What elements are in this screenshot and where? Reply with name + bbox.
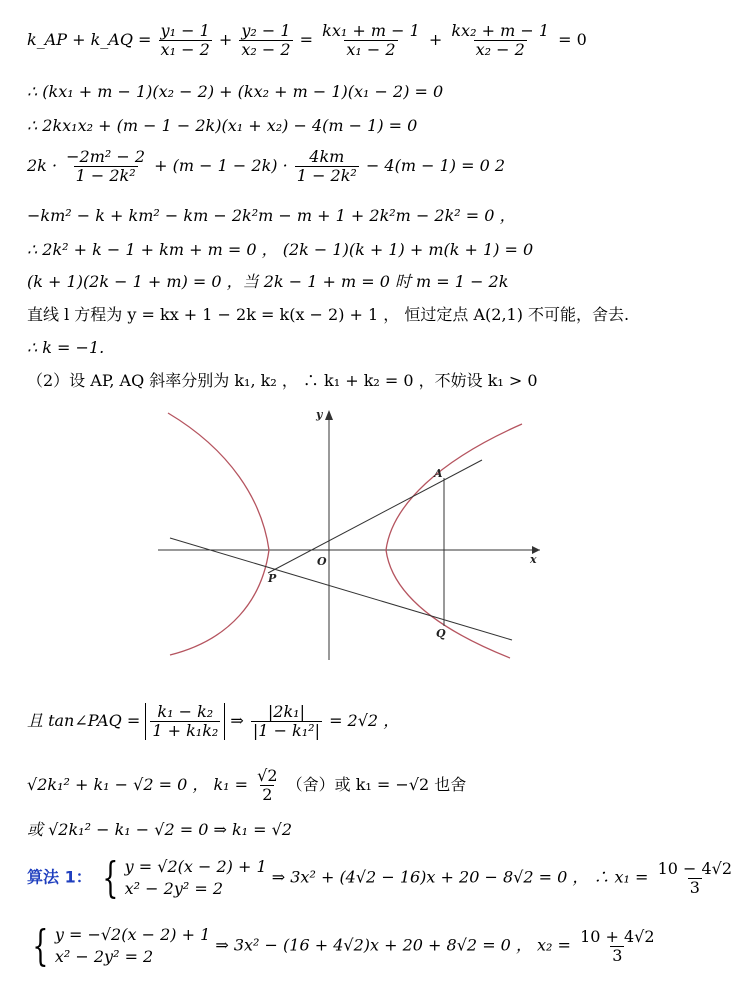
point-a-label: A: [434, 467, 443, 480]
eq-line-8: 直线 l 方程为 y = kx + 1 − 2k = k(x − 2) + 1 ， 恒过定点 A(2,1) 不可能，舍去.: [27, 305, 630, 324]
eq-line-9: ∴ k = −1.: [27, 338, 105, 357]
hyperbola-left-branch: [168, 413, 269, 655]
fraction: $\frac{10 + 4√2}{3}$: [580, 926, 655, 965]
eq-line-6: ∴ 2k² + k − 1 + km + m = 0 ， (2k − 1)(k + 1) + m(k + 1) = 0: [27, 240, 534, 259]
fraction: $\frac{\text{kx₂ + m − 1}}{\text{x₂ − 2}}$: [451, 21, 549, 59]
part-2-heading: （2）设 AP, AQ 斜率分别为 k₁, k₂ ， ∴ k₁ + k₂ = 0 ，不妨设 k₁ > 0: [27, 371, 538, 390]
y-axis-arrow: [325, 410, 333, 420]
eq-lhs: k_AP + k_AQ: [27, 30, 133, 49]
fraction: $\frac{√2}{2}$: [257, 766, 278, 804]
line-pq: [170, 538, 512, 640]
eq-line-4: 2k · $\frac{\text{−2m² − 2}}{\text{1 − 2k²}}$ + (m − 1 − 2k) · $\frac{4km}{\text{1 − 2k²}}$ − 4(m − 1) = 0 2: [27, 147, 506, 185]
point-q-label: Q: [436, 627, 446, 640]
equation-system: y = −√2(x − 2) + 1 x² − 2y² = 2: [54, 925, 211, 966]
fraction: $\frac{\text{kx₁ + m − 1}}{\text{x₁ − 2}}$: [322, 21, 420, 59]
point-p-label: P: [268, 572, 277, 585]
eq-line-5: −km² − k + km² − km − 2k²m − m + 1 + 2k²m − 2k² = 0 ，: [27, 206, 516, 225]
x-axis-label: x: [530, 553, 537, 566]
line-ap: [268, 460, 482, 573]
fraction: $\frac{4km}{\text{1 − 2k²}}$: [296, 147, 357, 185]
algorithm-1: 算法 1： { y = √2(x − 2) + 1 x² − 2y² = 2 ⇒ 3x² + (4√2 − 16)x + 20 − 8√2 = 0 ， ∴ x₁ = $\frac{10 - 4√2}{3}$: [27, 853, 733, 902]
eq-line-13: 或 √2k₁² − k₁ − √2 = 0 ⇒ k₁ = √2: [27, 820, 293, 839]
origin-label: O: [317, 555, 327, 568]
algorithm-1-second-system: { y = −√2(x − 2) + 1 x² − 2y² = 2 ⇒ 3x² − (16 + 4√2)x + 20 + 8√2 = 0 ， x₂ = $\frac{10 + 4√2}{3}$: [32, 921, 655, 970]
hyperbola-figure: [150, 405, 550, 667]
fraction: $\frac{\text{y₂ − 1}}{\text{x₂ − 2}}$: [241, 21, 291, 59]
y-axis-label: y: [316, 408, 323, 421]
eq-slope-sum: k_AP + k_AQ = $\frac{\text{y₁ − 1}}{\text{x₁ − 2}}$ + $\frac{\text{y₂ − 1}}{\text{x₂ − 2}}$ = $\frac{\text{kx₁ + m − 1}}{\text{x₁ − 2}}$ + $\frac{\text{kx₂ + m − 1}}{\text{x₂ − 2}}$ = 0: [27, 21, 587, 59]
algorithm-label: 算法 1：: [27, 867, 92, 887]
eq-line-3: ∴ 2kx₁x₂ + (m − 1 − 2k)(x₁ + x₂) − 4(m − 1) = 0: [27, 116, 418, 135]
eq-line-2: ∴ (kx₁ + m − 1)(x₂ − 2) + (kx₂ + m − 1)(x₁ − 2) = 0: [27, 82, 444, 101]
fraction: $\frac{10 - 4√2}{3}$: [657, 858, 733, 897]
fraction: $\frac{\text{−2m² − 2}}{\text{1 − 2k²}}$: [66, 147, 146, 185]
eq-line-12: √2k₁² + k₁ − √2 = 0 ， k₁ = $\frac{√2}{2}$ （舍）或 k₁ = −√2 也舍: [27, 766, 467, 804]
system-brace: {: [32, 921, 49, 970]
system-brace: {: [102, 853, 119, 902]
fraction: $\frac{\text{y₁ − 1}}{\text{x₁ − 2}}$: [160, 21, 210, 59]
absolute-value: $\frac{\text{k₁ − k₂}}{\text{1 + k₁k₂}}$: [145, 703, 225, 740]
equation-system: y = √2(x − 2) + 1 x² − 2y² = 2: [124, 857, 267, 898]
eq-line-7: (k + 1)(2k − 1 + m) = 0 ，当 2k − 1 + m = 0 时 m = 1 − 2k: [27, 272, 509, 291]
eq-tan-paq: 且 tan∠PAQ = $\frac{\text{k₁ − k₂}}{\text{1 + k₁k₂}}$ ⇒ $\frac{\text{|2k₁|}}{\text{|1 − k₁²|}}$ = 2√2 ，: [27, 702, 400, 740]
fraction: $\frac{\text{|2k₁|}}{\text{|1 − k₁²|}}$: [252, 702, 320, 740]
